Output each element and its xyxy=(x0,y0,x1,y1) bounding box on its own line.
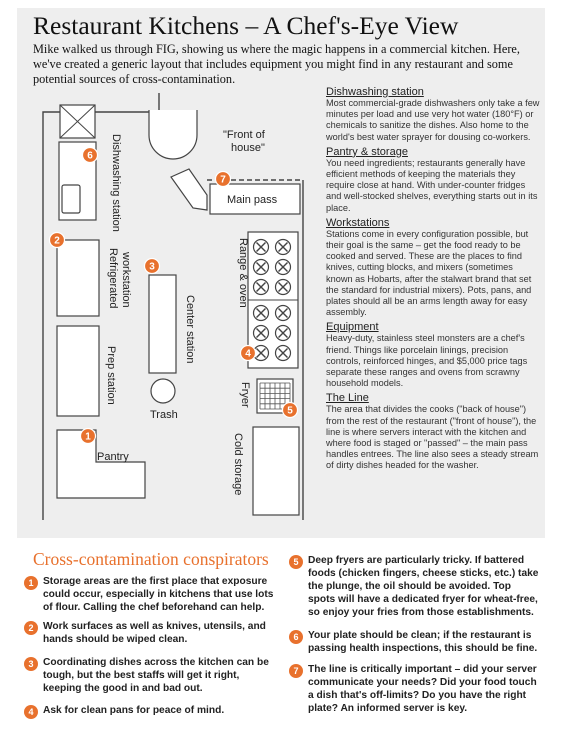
note-body: The area that divides the cooks ("back of house") from the rest of the restaurant ("front of house"), the line is where servers interact with the kitchen and where food is staged or "passed" – the main pass handles entrees. The line also sees a steady stream of dirty dishes headed for the washer. xyxy=(326,404,539,471)
cold-storage-label: Cold storage xyxy=(232,433,244,496)
note-section xyxy=(326,321,540,389)
svg-text:1: 1 xyxy=(85,431,91,443)
svg-text:7: 7 xyxy=(220,174,226,186)
fryer-label: Fryer xyxy=(239,382,251,408)
cold-storage xyxy=(253,427,299,515)
tip-number-badge: 4 xyxy=(24,705,38,719)
pantry-label: Pantry xyxy=(97,451,129,463)
trash-can xyxy=(151,379,175,403)
svg-text:6: 6 xyxy=(87,150,93,162)
tip-text: Work surfaces as well as knives, utensils, and hands should be wiped clean. xyxy=(43,621,266,645)
tip-item xyxy=(289,554,539,619)
svg-text:5: 5 xyxy=(287,405,293,417)
pass-corner xyxy=(171,169,207,210)
tip-text: Ask for clean pans for peace of mind. xyxy=(43,705,225,716)
svg-text:4: 4 xyxy=(245,348,251,360)
tip-text: Coordinating dishes across the kitchen can be tough, but the best staffs will get it right, keeping the good in and bad out. xyxy=(43,657,269,694)
main-pass-label: Main pass xyxy=(227,194,278,206)
page-title: Restaurant Kitchens – A Chef's-Eye View xyxy=(33,11,459,40)
intro-paragraph: Mike walked us through FIG, showing us where the magic happens in a commercial kitchen. Here, we've created a generic layout that includes equipment you might find in any restaurant and some potential sources of cross-contamination. xyxy=(33,42,520,86)
badge-1 xyxy=(81,429,96,444)
tip-number-badge: 1 xyxy=(24,576,38,590)
tip-text: Storage areas are the first place that exposure could occur, especially in kitchens that use lots of flour. Calling the chef beforehand can help. xyxy=(43,576,274,613)
refrigerated-label-1: Refrigerated xyxy=(107,248,119,309)
tip-text: Deep fryers are particularly tricky. If battered foods (chicken fingers, cheese sticks, etc.) take the plunge, the oil should be avoided. Top spots will have a dedicated fryer for wheat-free, so enjoy your fries from those establishments. xyxy=(308,555,539,618)
center-station xyxy=(149,275,176,373)
range-oven-label: Range & oven xyxy=(237,238,249,308)
note-body: Stations come in every configuration possible, but their goal is the same – get the food ready to be cooked and served. These are the places to find knives, cutting blocks, and mixers (sometimes known as Hobarts, after the stalwart brand that set the standard for industrial mixers). Pots, pans, and plates should all be an arms length away for easy assembly. xyxy=(326,228,532,318)
tip-item xyxy=(289,629,539,655)
note-heading: Pantry & storage xyxy=(326,145,408,158)
badge-2 xyxy=(50,233,65,248)
note-body: Heavy-duty, stainless steel monsters are a chef's friend. Things like porcelain linings, precision controls, reinforced hinges, and $5,000 price tags separate these ranges and ovens from scrawny household models. xyxy=(326,333,528,389)
tip-number-badge: 6 xyxy=(289,630,303,644)
refrigerated-label-2: workstation xyxy=(120,252,132,308)
note-heading: Equipment xyxy=(326,321,379,334)
note-section xyxy=(326,217,540,319)
svg-text:3: 3 xyxy=(149,261,155,273)
badge-5 xyxy=(283,403,298,418)
badge-3 xyxy=(145,259,160,274)
note-section xyxy=(326,392,540,471)
tip-item xyxy=(24,704,274,717)
badge-4 xyxy=(241,346,256,361)
tip-number-badge: 2 xyxy=(24,621,38,635)
tip-item xyxy=(24,620,274,646)
note-heading: Workstations xyxy=(326,216,390,229)
refrigerated-workstation xyxy=(57,240,99,316)
sink xyxy=(62,185,80,213)
tip-item xyxy=(24,575,274,614)
note-body: Most commercial-grade dishwashers only take a few minutes per load and use very hot water (180°F) or chemicals to sanitize the dishes. Also home to the world's best water sprayer for dousing co-workers. xyxy=(326,98,540,142)
center-station-label: Center station xyxy=(184,295,196,364)
svg-text:2: 2 xyxy=(54,235,60,247)
note-section xyxy=(326,146,540,214)
tip-number-badge: 7 xyxy=(289,664,303,678)
prep-station xyxy=(57,326,99,416)
tip-text: Your plate should be clean; if the restaurant is passing health inspections, this should be fine. xyxy=(308,630,538,654)
front-of-house-label-2: house" xyxy=(231,142,265,154)
badge-6 xyxy=(83,148,98,163)
note-body: You need ingredients; restaurants generally have efficient methods of keeping the materials they require close at hand. With under-counter fridges and well-stocked shelves, everything starts out in its place. xyxy=(326,157,538,213)
note-heading: Dishwashing station xyxy=(326,86,424,98)
doorway-swing xyxy=(149,110,197,159)
tip-item xyxy=(24,656,274,695)
front-of-house-label-1: "Front of xyxy=(223,129,265,141)
tip-text: The line is critically important – did your server communicate your needs? Did your food touch a dish that's off-limits? Do you have the right plate? An informed server is key. xyxy=(308,664,537,714)
pantry xyxy=(57,430,145,498)
dishwashing-station-label: Dishwashing station xyxy=(110,134,122,232)
note-section xyxy=(326,86,540,143)
note-heading: The Line xyxy=(326,392,369,405)
notes-column xyxy=(326,86,540,475)
tip-item xyxy=(289,663,539,715)
cross-contamination-title: Cross-contamination conspirators xyxy=(33,549,269,569)
badge-7 xyxy=(216,172,231,187)
prep-station-label: Prep station xyxy=(105,346,117,405)
tip-number-badge: 3 xyxy=(24,657,38,671)
tip-number-badge: 5 xyxy=(289,555,303,569)
kitchen-floor-plan xyxy=(17,80,313,520)
trash-label: Trash xyxy=(150,409,178,421)
